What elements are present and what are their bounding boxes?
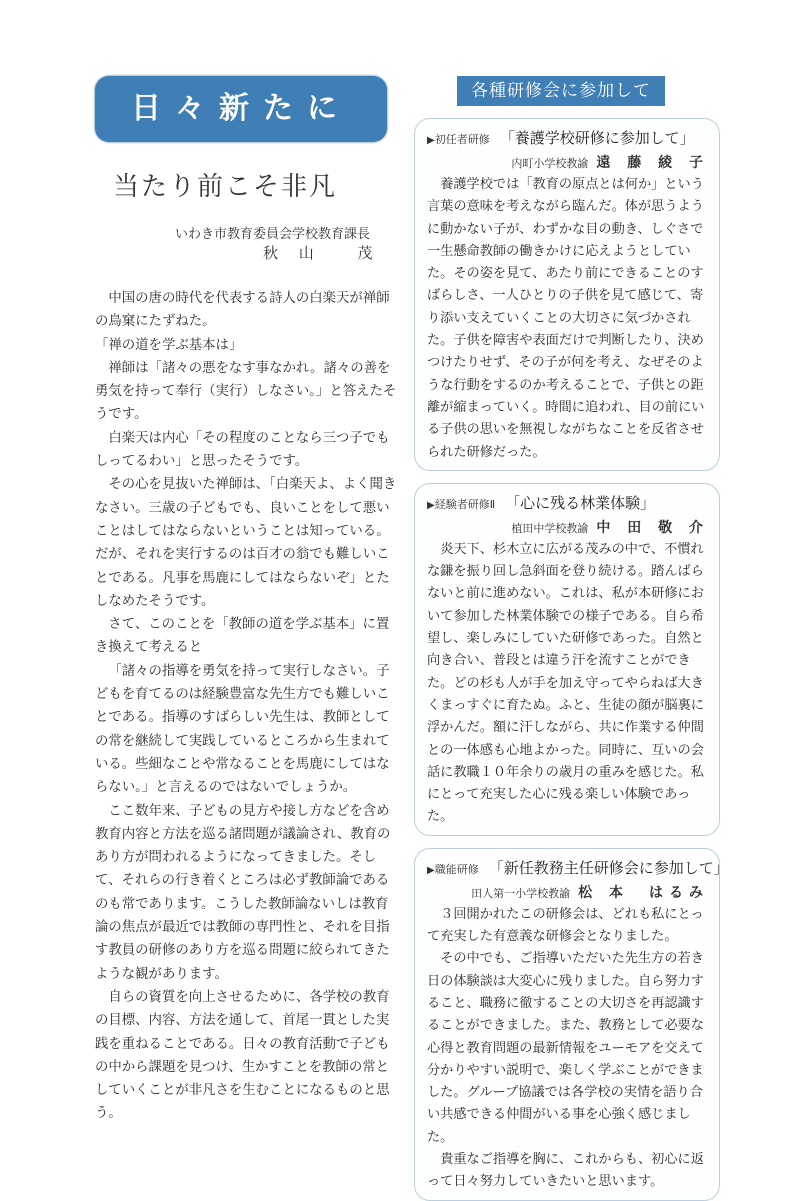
- paragraph: その中でも、ご指導いただいた先生方の若き日の体験談は大変心に残りました。自ら努力すること、職務に徹することの大切さを再認識することができました。また、教務として必要な心得と教育問題の最新情報をユーモアを交えて分かりやすい説明で、楽しく学ぶことができました。グループ協議では各学校の実情を語り合い共感できる仲間がいる事を心強く感じました。: [427, 951, 704, 1145]
- panel-title: 「養護学校研修に参加して」: [499, 129, 695, 147]
- banner-title: 日々新たに: [95, 76, 387, 142]
- report-panel: [414, 483, 720, 836]
- tag-label: 経験者研修Ⅱ: [434, 497, 496, 511]
- school-name: 田人第一小学校教諭: [471, 886, 571, 900]
- teacher-name: 松 本 はるみ: [578, 884, 709, 901]
- paragraph: ３回開かれたこの研修会は、どれも私にとって充実した有意義な研修会となりました。: [427, 906, 704, 945]
- paragraph: 中国の唐の時代を代表する詩人の白楽天が禅師の鳥窠にたずねた。: [95, 291, 390, 330]
- report-panel: [414, 118, 720, 471]
- paragraph: さて、このことを「教師の道を学ぶ基本」に置き換えて考えると: [95, 617, 390, 656]
- report-panel: [414, 848, 729, 1201]
- teacher-name: 中 田 敬 介: [596, 519, 709, 536]
- panel-title: 「心に残る林業体験」: [505, 493, 656, 512]
- panel-title: 「新任教務主任研修会に参加して」: [488, 858, 729, 877]
- panel-header: [427, 857, 729, 878]
- article-body: [95, 287, 400, 1126]
- author-affiliation: いわき市教育委員会学校教育課長: [175, 227, 371, 242]
- byline: [427, 517, 709, 537]
- byline: [427, 882, 709, 902]
- triangle-right-icon: ▶: [427, 864, 435, 876]
- paragraph: 白楽天は内心「その程度のことなら三つ子でもしってるわい」と思ったそうです。: [95, 430, 390, 470]
- school-name: 内町小学校教諭: [511, 157, 589, 170]
- paragraph: その心を見抜いた禅師は、「白楽天よ、よく聞きなさい。三歳の子どもでも、良いことをして悪いことはしてはならないということは知っている。だが、それを実行するのは百才の翁でも難しいことである。凡事を馬鹿にしてはならないぞ」とたしなめたそうです。: [95, 477, 397, 609]
- paragraph: 「禅の道を学ぶ基本は」: [95, 337, 243, 353]
- paragraph: 貴重なご指導を胸に、これからも、初心に返って日々努力していきたいと思います。: [427, 1151, 704, 1190]
- paragraph: 自らの資質を向上させるために、各学校の教育の目標、内容、方法を通して、首尾一貫とした実践を重ねることである。日々の教育活動で子どもの中から課題を見つけ、生かすことを教師の常としていくことが非凡さを生むことになるものと思う。: [95, 989, 390, 1122]
- article-headline: 当たり前こそ非凡: [113, 172, 338, 202]
- paragraph: 「諸々の指導を勇気を持って実行しなさい。子どもを育てるのは経験豊富な先生方でも難しいことである。指導のすばらしい先生は、教師としての常を継続して実践しているところから生まれている。些細なことや常なることを馬鹿にしてはならない。」と言えるのではないでしょうか。: [95, 663, 390, 796]
- panel-body: [427, 539, 709, 829]
- training-tag: [427, 861, 479, 877]
- byline: [427, 152, 709, 172]
- panel-header: [427, 127, 709, 148]
- column-left: [95, 76, 400, 1126]
- training-tag: [427, 496, 495, 512]
- tag-label: 職能研修: [434, 862, 479, 876]
- tag-label: 初任者研修: [434, 133, 490, 146]
- training-tag: [427, 131, 490, 147]
- panel-body: [427, 904, 709, 1194]
- teacher-name: 遠 藤 綾 子: [596, 155, 709, 171]
- column-right: [414, 76, 729, 1201]
- triangle-right-icon: ▶: [427, 135, 435, 146]
- paragraph: 禅師は「諸々の悪をなす事なかれ。諸々の善を勇気を持って奉行（実行）しなさい。」と答えたそうです。: [95, 360, 397, 423]
- author-name: 秋 山 茂: [263, 244, 381, 262]
- panel-header: [427, 492, 709, 513]
- school-name: 植田中学校教諭: [511, 521, 589, 535]
- section-title: 各種研修会に参加して: [457, 76, 665, 106]
- paragraph: ここ数年来、子どもの見方や接し方などを含め教育内容と方法を巡る諸問題が議論され、教育のあり方が問われるようになってきました。そして、それらの行き着くところは必ず教師論であるのも常であります。こうした教師論ないしは教育論の焦点が最近では教師の専門性と、それを目指す教員の研修のあり方を巡る問題に絞られてきたような観があります。: [95, 803, 391, 982]
- paragraph: 養護学校では「教育の原点とは何か」という言葉の意味を考えながら臨んだ。体が思うように動かない子が、わずかな目の動き、しぐさで一生懸命教師の働きかけに応えようとしていた。その姿を見て、あたり前にできることのすばらしさ、一人ひとりの子供を見て感じて、寄り添い支えていくことの大切さに気づかされた。子供を障害や表面だけで判断したり、決めつけたりせず、その子が何を考え、なぜそのような行動をするのか考えることで、子供との距離が縮まっていく。時間に追われ、目の前にいる子供の思いを無視しながちなことを反省させられた研修だった。: [427, 177, 705, 460]
- paragraph: 炎天下、杉木立に広がる茂みの中で、不慣れな鎌を振り回し急斜面を登り続ける。踏んばらないと前に進めない。これは、私が本研修において参加した林業体験での様子である。自ら希望し、楽しみにしていた研修であった。自然と向き合い、普段とは違う汗を流すことができた。どの杉も人が手を加え守ってやらねば大きくまっすぐに育たぬ。ふと、生徒の顔が脳裏に浮かんだ。額に汗しながら、共に作業する仲間との一体感も心地よかった。同時に、互いの会話に教職１０年余りの歳月の重みを感じた。私にとって充実した心に残る楽しい体験であった。: [427, 541, 704, 825]
- panel-body: [427, 174, 709, 464]
- triangle-right-icon: ▶: [427, 499, 435, 511]
